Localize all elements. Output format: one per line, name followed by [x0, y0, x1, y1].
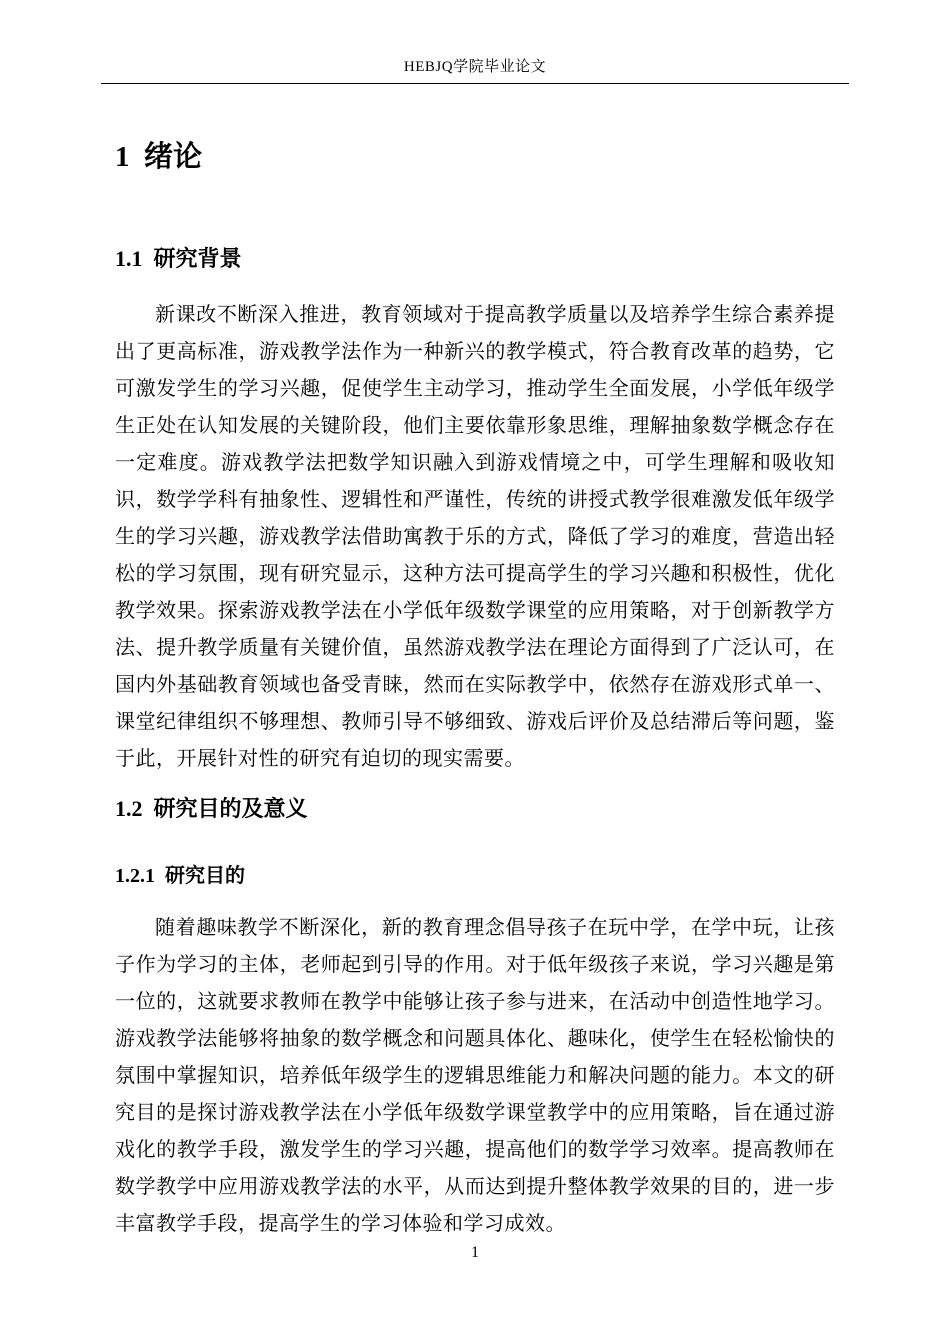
chapter-heading: 1 绪论	[115, 141, 203, 173]
section-heading-1-1: 1.1 研究背景	[115, 246, 242, 272]
subsection-heading-1-2-1: 1.2.1 研究目的	[115, 865, 245, 888]
section-heading-1-2: 1.2 研究目的及意义	[115, 795, 308, 821]
page-number: 1	[471, 1244, 479, 1261]
page-header: HEBJQ学院毕业论文	[101, 56, 849, 84]
body-paragraph-research-purpose: 随着趣味教学不断深化，新的教育理念倡导孩子在玩中学，在学中玩，让孩子作为学习的主体，老师起到引导的作用。对于低年级孩子来说，学习兴趣是第一位的，这就要求教师在教学中能够让孩子参与进来，在活动中创造性地学习。游戏教学法能够将抽象的数学概念和问题具体化、趣味化，使学生在轻松愉快的氛围中掌握知识，培养低年级学生的逻辑思维能力和解决问题的能力。本文的研究目的是探讨游戏教学法在小学低年级数学课堂教学中的应用策略，旨在通过游戏化的教学手段，激发学生的学习兴趣，提高他们的数学学习效率。提高教师在数学教学中应用游戏教学法的水平，从而达到提升整体教学效果的目的，进一步丰富教学手段，提高学生的学习体验和学习成效。	[115, 917, 835, 1236]
body-paragraph-research-background: 新课改不断深入推进，教育领域对于提高教学质量以及培养学生综合素养提出了更高标准，游戏教学法作为一种新兴的教学模式，符合教育改革的趋势，它可激发学生的学习兴趣，促使学生主动学习，推动学生全面发展，小学低年级学生正处在认知发展的关键阶段，他们主要依靠形象思维，理解抽象数学概念存在一定难度。游戏教学法把数学知识融入到游戏情境之中，可学生理解和吸收知识，数学学科有抽象性、逻辑性和严谨性，传统的讲授式教学很难激发低年级学生的学习兴趣，游戏教学法借助寓教于乐的方式，降低了学习的难度，营造出轻松的学习氛围，现有研究显示，这种方法可提高学生的学习兴趣和积极性，优化教学效果。探索游戏教学法在小学低年级数学课堂的应用策略，对于创新教学方法、提升教学质量有关键价值，虽然游戏教学法在理论方面得到了广泛认可，在国内外基础教育领域也备受青睐，然而在实际教学中，依然存在游戏形式单一、课堂纪律组织不够理想、教师引导不够细致、游戏后评价及总结滞后等问题，鉴于此，开展针对性的研究有迫切的现实需要。	[115, 303, 835, 770]
